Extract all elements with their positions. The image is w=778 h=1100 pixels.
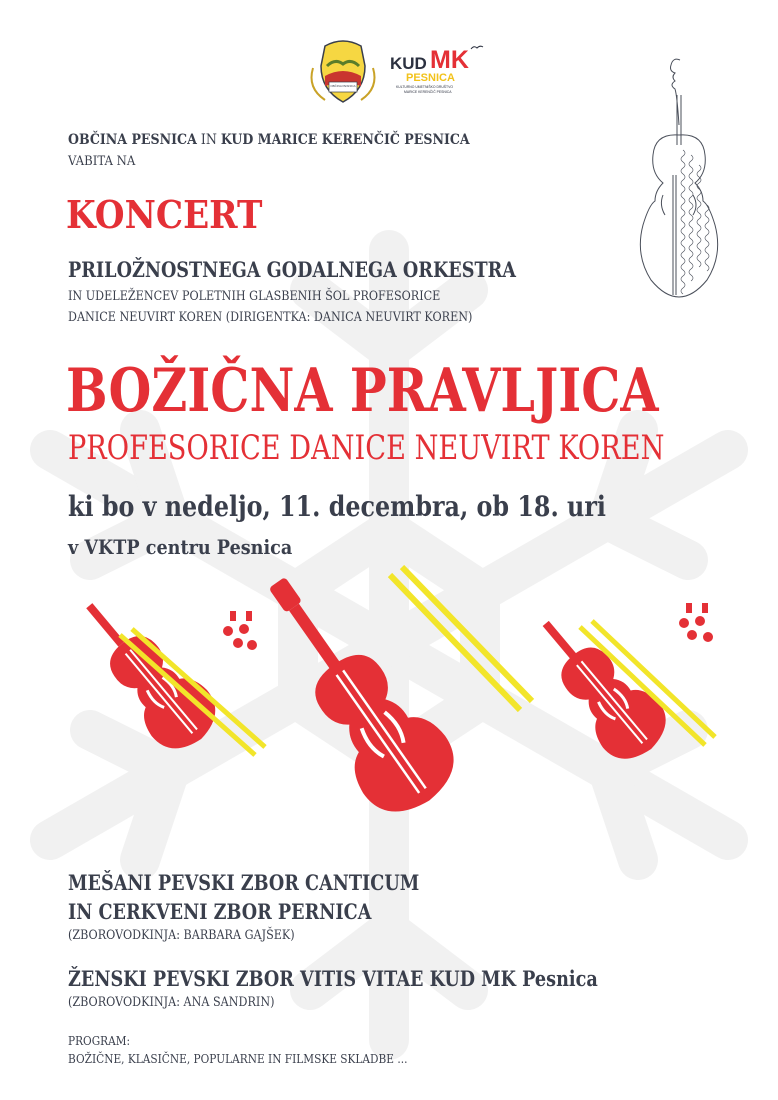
pegs-right [679, 603, 713, 642]
organizer-kud: KUD MARICE KERENČIČ PESNICA [220, 132, 470, 148]
orchestra-name: PRILOŽNOSTNEGA GODALNEGA ORKESTRA [68, 257, 516, 282]
choir1-line1: MEŠANI PEVSKI ZBOR CANTICUM [68, 870, 420, 895]
violins-illustration [80, 565, 740, 815]
pegs-left [223, 611, 257, 650]
kud-logo-sub2: MARICE KERENČIČ PESNICA [404, 90, 452, 94]
participants-line-2: DANICE NEUVIRT KOREN (DIRIGENTKA: DANICA NEUVIRT KOREN) [68, 310, 473, 325]
event-venue: v VKTP centru Pesnica [68, 535, 293, 559]
organizer-municipality: OBČINA PESNICA [68, 132, 197, 148]
choir1-leader: (ZBOROVODKINJA: BARBARA GAJŠEK) [68, 928, 295, 943]
kud-logo-pesnica: PESNICA [406, 72, 455, 84]
violin-outline-illustration [625, 55, 725, 305]
kud-logo-kud: KUD [390, 54, 427, 73]
feature-subtitle: PROFESORICE DANICE NEUVIRT KOREN [68, 428, 665, 468]
choir2-name: ŽENSKI PEVSKI ZBOR VITIS VITAE KUD MK Pesnica [68, 966, 598, 991]
concert-title: KONCERT [66, 192, 263, 237]
choir1-line2: IN CERKVENI ZBOR PERNICA [68, 899, 372, 924]
bird-icon [470, 44, 484, 52]
kud-mk-logo [390, 48, 490, 104]
violin-left [80, 583, 229, 763]
header-organizers [68, 132, 470, 148]
program-label: PROGRAM: [68, 1034, 131, 1048]
municipality-crest-logo [305, 38, 381, 108]
invite-text: VABITA NA [68, 154, 136, 169]
organizer-conjunction: IN [196, 132, 221, 148]
feature-title: BOŽIČNA PRAVLJICA [66, 356, 659, 426]
kud-logo-mk: MK [430, 46, 469, 74]
bow-middle [390, 567, 532, 710]
program-content: BOŽIČNE, KLASIČNE, POPULARNE IN FILMSKE SKLADBE ... [68, 1052, 408, 1066]
kud-logo-sub1: KULTURNO UMETNIŠKO DRUŠTVO [396, 85, 454, 89]
crest-text: OBČINA PESNICA [330, 84, 356, 88]
event-date-time: ki bo v nedeljo, 11. decembra, ob 18. uri [68, 490, 606, 523]
participants-line-1: IN UDELEŽENCEV POLETNIH GLASBENIH ŠOL PROFESORICE [68, 289, 441, 304]
choir2-leader: (ZBOROVODKINJA: ANA SANDRIN) [68, 995, 275, 1010]
